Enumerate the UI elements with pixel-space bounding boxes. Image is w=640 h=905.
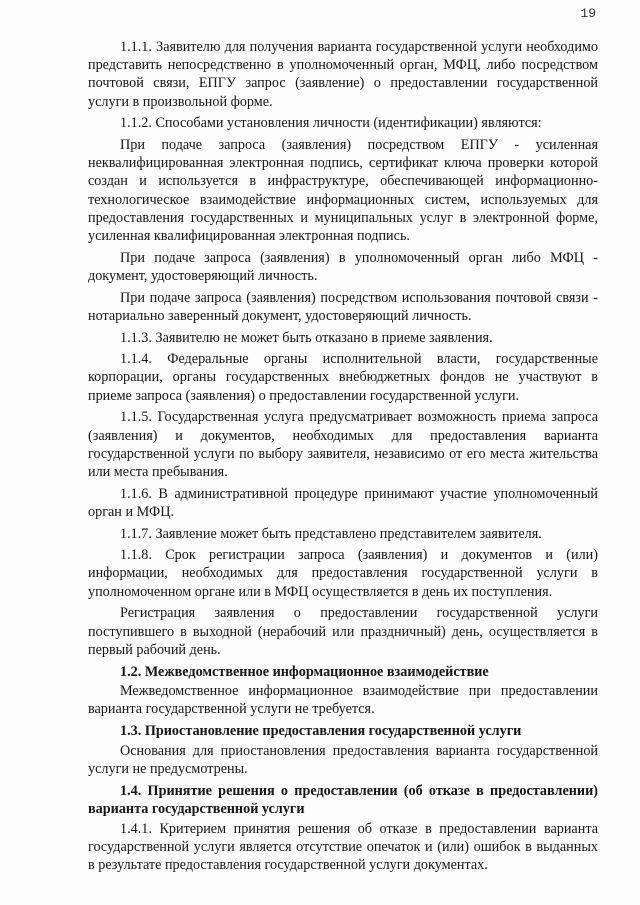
paragraph-suspension: Основания для приостановления предоставления варианта государственной услуги не предусмотрены. [88,742,598,778]
section-heading-1-4: 1.4. Принятие решения о предоставлении (об отказе в предоставлении) варианта государственной услуги [88,782,598,817]
paragraph-1-1-6: 1.1.6. В административной процедуре принимают участие уполномоченный орган и МФЦ. [88,485,598,520]
paragraph-1-1-3: 1.1.3. Заявителю не может быть отказано в приеме заявления. [120,329,493,346]
paragraph-1-1-8: 1.1.8. Срок регистрации запроса (заявления) и документов и (или) информации, необходимых для предоставления государственной услуги в уполномоченном органе или в МФЦ осуществляется в день их поступления. [88,547,598,600]
paragraph-1-4-1: 1.4.1. Критерием принятия решения об отказе в предоставлении варианта государственной услуги является отсутствие опечаток и (или) ошибок в выданных в результате предоставления государственной услуги документах. [88,820,598,874]
page-number: 19 [580,6,596,21]
paragraph-1-1-1: 1.1.1. Заявителю для получения варианта государственной услуги необходимо представить непосредственно в уполномоченный орган, МФЦ, либо посредством почтовой связи, ЕПГУ запрос (заявление) о предоставлении государственной услуги в произвольной форме. [88,39,598,110]
paragraph-1-1-2: 1.1.2. Способами установления личности (идентификации) являются: [120,115,542,132]
document-body [88,38,598,878]
section-heading-1-3: 1.3. Приостановление предоставления государственной услуги [120,723,522,740]
paragraph-1-1-7: 1.1.7. Заявление может быть представлено представителем заявителя. [120,525,542,542]
paragraph-postal-identification: При подаче запроса (заявления) посредством использования почтовой связи - нотариально заверенный документ, удостоверяющий личность. [88,289,598,324]
paragraph-mfc-identification: При подаче запроса (заявления) в уполномоченный орган либо МФЦ - документ, удостоверяющий личность. [88,249,598,284]
paragraph-registration: Регистрация заявления о предоставлении государственной услуги поступившего в выходной (нерабочий или праздничный) день, осуществляется в первый рабочий день. [88,605,598,658]
paragraph-1-1-5: 1.1.5. Государственная услуга предусматривает возможность приема запроса (заявления) и документов, необходимых для предоставления варианта государственной услуги по выбору заявителя, независимо от его места жительства или места пребывания. [88,409,598,480]
paragraph-epgu-identification: При подаче запроса (заявления) посредством ЕПГУ - усиленная неквалифицированная электронная подпись, сертификат ключа проверки которой создан и используется в инфраструктуре, обеспечивающей информационно-технологическое взаимодействие информационных систем, используемых для предоставления государственных и муниципальных услуг в электронной форме, усиленная квалифицированная электронная подпись. [88,137,598,245]
paragraph-interagency: Межведомственное информационное взаимодействие при предоставлении варианта государственной услуги не требуется. [88,683,598,718]
paragraph-1-1-4: 1.1.4. Федеральные органы исполнительной власти, государственные корпорации, органы государственных внебюджетных фондов не участвуют в приеме запроса (заявления) о предоставлении государственной услуги. [88,351,598,404]
section-heading-1-2: 1.2. Межведомственное информационное взаимодействие [120,663,489,680]
